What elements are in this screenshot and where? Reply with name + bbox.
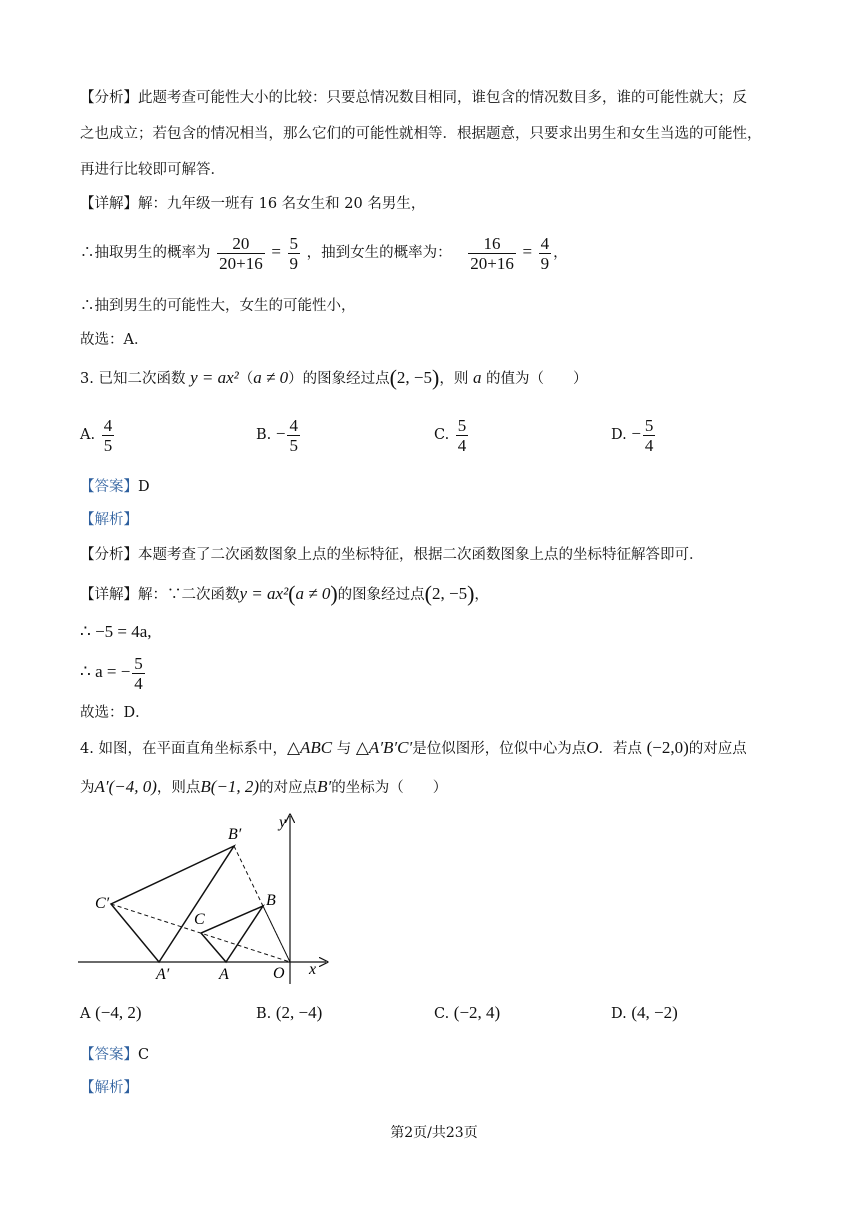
fraction-boy-result: $\frac{5}{9}$: [289, 233, 299, 273]
homothety-figure: [76, 812, 336, 987]
q3-option-b[interactable]: B. − $\frac{4}{5}$: [256, 415, 298, 455]
prob-boy-prefix: ∴抽取男生的概率为: [80, 245, 211, 261]
q4-answer: 【答案】C: [80, 1047, 150, 1063]
q2-conclusion: ∴抽到男生的可能性大，女生的可能性小，: [80, 298, 356, 314]
label-c: C: [194, 911, 205, 928]
label-origin: O: [273, 965, 285, 982]
q2-analysis-line3: 再进行比较即可解答．: [80, 162, 225, 178]
q4-option-d[interactable]: D. (4, −2): [611, 1003, 678, 1022]
q3-option-c[interactable]: C. $\frac{5}{4}$: [434, 415, 467, 455]
label-x-axis: x: [309, 961, 317, 978]
q3-analysis: 【分析】本题考查了二次函数图象上点的坐标特征，根据二次函数图象上点的坐标特征解答即可．: [80, 547, 704, 563]
triangle-abc: [201, 906, 263, 962]
label-b: B: [266, 892, 276, 909]
q3-point: 2, −5: [396, 368, 432, 387]
q4-option-c[interactable]: C. (−2, 4): [434, 1003, 501, 1022]
q4-option-b[interactable]: B. (2, −4): [256, 1003, 323, 1022]
q2-probability-line: ∴抽取男生的概率为 $\frac{20}{20+16}$ = $\frac{5}{9}$ ，抽到女生的概率为： $\frac{16}{20+16}$ = $\frac{4}{9}$ ，: [80, 233, 568, 273]
q4-option-a[interactable]: A (−4, 2): [80, 1003, 142, 1022]
q3-step2: ∴ a = − $\frac{5}{4}$: [80, 653, 143, 693]
fraction-girl-result: $\frac{4}{9}$: [540, 233, 550, 273]
q4-stem-line1: 4. 如图，在平面直角坐标系中，△ABC 与 △A′B′C′是位似图形，位似中心为点O．若点 (−2,0)的对应点: [80, 738, 747, 757]
q3-option-d[interactable]: D. − $\frac{5}{4}$: [611, 415, 654, 455]
q3-analysis-tag: 【解析】: [80, 512, 138, 528]
q3-stem: 3. 已知二次函数 y = ax²（a ≠ 0）的图象经过点(2, −5)，则 a 的值为（ ）: [80, 365, 588, 390]
triangle-a-prime-b-prime-c-prime: [111, 846, 234, 962]
q4-analysis-tag: 【解析】: [80, 1080, 138, 1096]
q4-stem-line2: 为A′(−4, 0)，则点B(−1, 2)的对应点B′的坐标为（ ）: [80, 777, 448, 796]
q2-choice: 故选：A．: [80, 332, 149, 348]
q3-choice: 故选：D．: [80, 705, 150, 721]
q3-option-a[interactable]: A. $\frac{4}{5}$: [80, 415, 113, 455]
ray-b-o: [263, 906, 290, 962]
page-footer: 第2页/共23页: [390, 1125, 478, 1141]
q2-detail-line1: 【详解】解：九年级一班有 16 名女生和 20 名男生，: [80, 196, 426, 212]
q3-answer: 【答案】D: [80, 479, 150, 495]
label-a: A: [219, 966, 229, 983]
q3-detail: 【详解】解：∵二次函数y = ax²(a ≠ 0)的图象经过点(2, −5)，: [80, 581, 489, 606]
q3-function: y = ax²: [190, 368, 239, 387]
q2-analysis-line1: 【分析】此题考查可能性大小的比较：只要总情况数目相同，谁包含的情况数目多，谁的可能性就大；反: [80, 90, 747, 106]
fraction-boy: $\frac{20}{20+16}$: [219, 233, 263, 273]
q3-step1: ∴ −5 = 4a,: [80, 622, 152, 641]
prob-girl-prefix: ，抽到女生的概率为：: [306, 245, 452, 261]
label-b-prime: B′: [228, 826, 242, 843]
label-a-prime: A′: [156, 966, 170, 983]
fraction-girl: $\frac{16}{20+16}$: [470, 233, 514, 273]
label-c-prime: C′: [95, 895, 110, 912]
q2-analysis-line2: 之也成立；若包含的情况相当，那么它们的可能性就相等．根据题意，只要求出男生和女生当选的可能性，: [80, 126, 762, 142]
label-y-axis: y: [279, 814, 287, 831]
